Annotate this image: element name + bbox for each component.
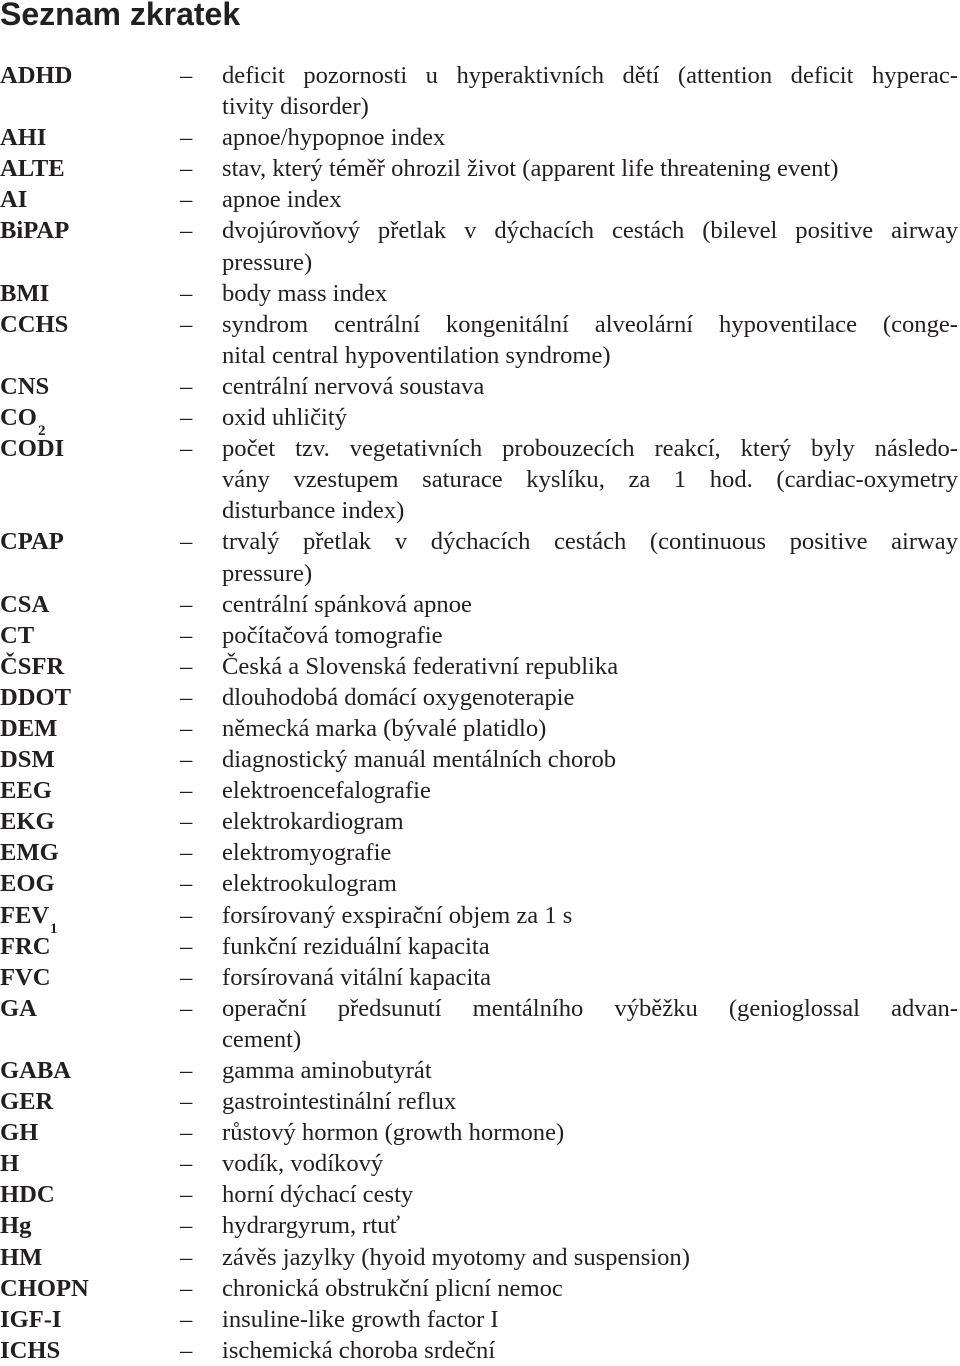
definition	[222, 122, 958, 153]
definition	[222, 682, 958, 713]
abbreviation	[0, 1055, 180, 1086]
definition-line: centrální spánková apnoe	[222, 590, 472, 618]
abbreviation	[0, 837, 180, 868]
abbreviation	[0, 1242, 180, 1273]
separator-dash: –	[180, 714, 193, 742]
definition	[222, 1273, 958, 1304]
abbreviation-text: CNS	[0, 372, 50, 400]
definition	[222, 651, 958, 682]
definition-line: cement)	[222, 1025, 302, 1053]
definition	[222, 1242, 958, 1273]
separator-dash: –	[180, 932, 193, 960]
definition-line: chronická obstrukční plicní nemoc	[222, 1274, 563, 1302]
definition-line: operační předsunutí mentálního výběžku (genioglossal advan-	[222, 994, 958, 1022]
definition-line: horní dýchací cesty	[222, 1181, 414, 1209]
abbreviation-text: ICHS	[0, 1336, 61, 1364]
separator-dash: –	[180, 777, 193, 805]
abbreviation-text: EKG	[0, 808, 55, 836]
definition	[222, 1148, 958, 1179]
abbreviation-text: GABA	[0, 1057, 72, 1084]
abbreviation-text: ČSFR	[0, 652, 65, 680]
list-item	[0, 1086, 960, 1117]
definition-line: růstový hormon (growth hormone)	[222, 1119, 565, 1147]
separator-dash: –	[180, 1336, 193, 1364]
list-item	[0, 837, 960, 868]
list-item	[0, 1055, 960, 1086]
abbreviation	[0, 1304, 180, 1335]
abbreviation	[0, 713, 180, 744]
definition-line: ischemická choroba srdeční	[222, 1336, 496, 1364]
definition	[222, 215, 958, 277]
abbreviation-text: ALTE	[0, 155, 65, 183]
definition-line: gastrointestinální reflux	[222, 1088, 457, 1116]
separator-dash: –	[180, 404, 193, 432]
definition	[222, 744, 958, 775]
abbreviation-text: DDOT	[0, 683, 72, 711]
abbreviation	[0, 309, 180, 340]
definition	[222, 1335, 958, 1366]
list-item	[0, 1179, 960, 1210]
abbreviation-text: GER	[0, 1088, 54, 1116]
separator-dash: –	[180, 217, 193, 245]
list-item	[0, 993, 960, 1055]
separator-dash: –	[180, 1181, 193, 1209]
abbreviation	[0, 278, 180, 309]
definition-line: centrální nervová soustava	[222, 372, 485, 400]
definition-line: elektroencefalografie	[222, 777, 431, 805]
abbreviation-text: BiPAP	[0, 217, 70, 245]
list-item	[0, 1273, 960, 1304]
abbreviation-text: BMI	[0, 279, 50, 307]
definition-line: apnoe index	[222, 186, 342, 214]
list-item	[0, 744, 960, 775]
separator-dash: –	[180, 1243, 193, 1271]
abbreviation-subscript: 2	[38, 423, 46, 440]
definition-line: hydrargyrum, rtuť	[222, 1212, 401, 1240]
separator-dash: –	[180, 621, 193, 649]
abbreviation-text: CHOPN	[0, 1274, 89, 1302]
abbreviation	[0, 931, 180, 962]
list-item	[0, 122, 960, 153]
abbreviation-text: DEM	[0, 714, 58, 742]
list-item	[0, 1117, 960, 1148]
separator-dash: –	[180, 372, 193, 400]
abbreviation-text: AI	[0, 186, 28, 214]
abbreviation-text: DSM	[0, 746, 55, 774]
abbreviation	[0, 775, 180, 806]
definition-line: počet tzv. vegetativních probouzecích reakcí, který byly následo-	[222, 435, 958, 463]
list-item	[0, 371, 960, 402]
separator-dash: –	[180, 870, 193, 898]
definition-line: elektrokardiogram	[222, 808, 404, 836]
definition-line: oxid uhličitý	[222, 404, 348, 432]
abbreviation-subscript: 1	[50, 920, 58, 937]
definition	[222, 962, 958, 993]
list-item	[0, 526, 960, 588]
definition	[222, 775, 958, 806]
abbreviation-text: HDC	[0, 1181, 55, 1209]
definition-line: gamma aminobutyrát	[222, 1057, 432, 1084]
abbreviation	[0, 1210, 180, 1241]
list-item	[0, 713, 960, 744]
abbreviation-text: HM	[0, 1243, 43, 1271]
definition	[222, 1086, 958, 1117]
abbreviation-text: FRC	[0, 932, 51, 960]
abbreviation-text: CO	[0, 404, 37, 432]
definition-line: počítačová tomografie	[222, 621, 443, 649]
definition-line: deficit pozornosti u hyperaktivních dětí (attention deficit hyperac-	[222, 62, 958, 89]
list-item	[0, 215, 960, 277]
list-item	[0, 60, 960, 122]
list-item	[0, 153, 960, 184]
abbreviation	[0, 868, 180, 899]
list-item	[0, 868, 960, 899]
abbreviation-list	[0, 60, 960, 1366]
list-item	[0, 900, 960, 937]
separator-dash: –	[180, 279, 193, 307]
abbreviation-text: CODI	[0, 435, 65, 463]
definition-line: insuline-like growth factor I	[222, 1305, 499, 1333]
definition-line: tivity disorder)	[222, 93, 369, 121]
list-item	[0, 184, 960, 215]
separator-dash: –	[180, 62, 193, 89]
abbreviation-text: CPAP	[0, 528, 64, 556]
abbreviation	[0, 371, 180, 402]
abbreviation-text: FEV	[0, 901, 50, 929]
definition	[222, 931, 958, 962]
abbreviation-text: GA	[0, 994, 37, 1022]
abbreviation	[0, 1086, 180, 1117]
abbreviation	[0, 993, 180, 1024]
abbreviation-text: IGF-I	[0, 1305, 62, 1333]
abbreviation-text: H	[0, 1150, 20, 1178]
separator-dash: –	[180, 186, 193, 214]
definition	[222, 278, 958, 309]
abbreviation-text: CSA	[0, 590, 50, 618]
list-item	[0, 1148, 960, 1179]
abbreviation-text: EOG	[0, 870, 55, 898]
definition	[222, 433, 958, 526]
abbreviation	[0, 122, 180, 153]
definition	[222, 806, 958, 837]
list-item	[0, 775, 960, 806]
definition-line: Česká a Slovenská federativní republika	[222, 652, 619, 680]
list-item	[0, 433, 960, 526]
definition	[222, 309, 958, 371]
abbreviation	[0, 215, 180, 246]
separator-dash: –	[180, 1150, 193, 1178]
definition	[222, 60, 958, 122]
separator-dash: –	[180, 901, 193, 929]
list-item	[0, 1242, 960, 1273]
abbreviation	[0, 744, 180, 775]
abbreviation	[0, 1148, 180, 1179]
abbreviation-text: GH	[0, 1119, 39, 1147]
definition	[222, 1055, 958, 1086]
definition-line: vodík, vodíkový	[222, 1150, 384, 1178]
definition	[222, 837, 958, 868]
separator-dash: –	[180, 590, 193, 618]
definition-line: diagnostický manuál mentálních chorob	[222, 746, 617, 774]
list-item	[0, 402, 960, 440]
definition	[222, 868, 958, 899]
separator-dash: –	[180, 683, 193, 711]
definition-line: forsírovaná vitální kapacita	[222, 963, 492, 991]
separator-dash: –	[180, 746, 193, 774]
separator-dash: –	[180, 1088, 193, 1116]
abbreviation	[0, 153, 180, 184]
list-item	[0, 931, 960, 962]
definition	[222, 900, 958, 931]
separator-dash: –	[180, 124, 193, 152]
abbreviation	[0, 526, 180, 557]
definition-line: pressure)	[222, 248, 313, 276]
abbreviation-text: EMG	[0, 839, 59, 867]
definition	[222, 402, 958, 433]
definition	[222, 993, 958, 1055]
abbreviation-text: FVC	[0, 963, 51, 991]
definition	[222, 371, 958, 402]
separator-dash: –	[180, 1274, 193, 1302]
definition	[222, 589, 958, 620]
separator-dash: –	[180, 1212, 193, 1240]
separator-dash: –	[180, 1057, 193, 1084]
abbreviation-text: CT	[0, 621, 35, 649]
definition-line: syndrom centrální kongenitální alveolární hypoventilace (conge-	[222, 310, 958, 338]
definition	[222, 713, 958, 744]
abbreviation	[0, 589, 180, 620]
abbreviation-text: EEG	[0, 777, 52, 805]
abbreviation	[0, 1273, 180, 1304]
abbreviation	[0, 900, 180, 937]
definition	[222, 1304, 958, 1335]
abbreviation	[0, 1117, 180, 1148]
list-item	[0, 682, 960, 713]
separator-dash: –	[180, 652, 193, 680]
abbreviation	[0, 1179, 180, 1210]
abbreviation-text: ADHD	[0, 62, 73, 89]
definition	[222, 620, 958, 651]
list-item	[0, 962, 960, 993]
abbreviation	[0, 651, 180, 682]
separator-dash: –	[180, 963, 193, 991]
definition-line: pressure)	[222, 559, 313, 587]
separator-dash: –	[180, 310, 193, 338]
separator-dash: –	[180, 839, 193, 867]
definition-line: apnoe/hypopnoe index	[222, 124, 446, 152]
list-item	[0, 1210, 960, 1241]
abbreviation	[0, 433, 180, 464]
abbreviation	[0, 620, 180, 651]
list-item	[0, 1304, 960, 1335]
abbreviation-text: Hg	[0, 1212, 32, 1240]
definition-line: trvalý přetlak v dýchacích cestách (continuous positive airway	[222, 528, 958, 556]
abbreviation	[0, 60, 180, 91]
list-item	[0, 806, 960, 837]
separator-dash: –	[180, 808, 193, 836]
list-item	[0, 651, 960, 682]
definition-line: vány vzestupem saturace kyslíku, za 1 hod. (cardiac-oxymetry	[222, 466, 958, 494]
list-item	[0, 589, 960, 620]
definition-line: dvojúrovňový přetlak v dýchacích cestách (bilevel positive airway	[222, 217, 958, 245]
definition	[222, 1117, 958, 1148]
definition-line: německá marka (bývalé platidlo)	[222, 714, 547, 742]
separator-dash: –	[180, 435, 193, 463]
abbreviation	[0, 402, 180, 440]
definition	[222, 153, 958, 184]
abbreviation-text: AHI	[0, 124, 47, 152]
abbreviation	[0, 184, 180, 215]
abbreviation	[0, 806, 180, 837]
abbreviation-text: CCHS	[0, 310, 69, 338]
definition	[222, 1179, 958, 1210]
list-item	[0, 1335, 960, 1366]
abbreviation	[0, 1335, 180, 1366]
definition-line: disturbance index)	[222, 497, 405, 525]
list-item	[0, 309, 960, 371]
list-item	[0, 278, 960, 309]
list-item	[0, 620, 960, 651]
definition	[222, 526, 958, 588]
separator-dash: –	[180, 1119, 193, 1147]
definition	[222, 1210, 958, 1241]
separator-dash: –	[180, 528, 193, 556]
separator-dash: –	[180, 994, 193, 1022]
definition-line: body mass index	[222, 279, 388, 307]
separator-dash: –	[180, 1305, 193, 1333]
definition-line: nital central hypoventilation syndrome)	[222, 341, 611, 369]
abbreviation	[0, 682, 180, 713]
definition-line: závěs jazylky (hyoid myotomy and suspension)	[222, 1243, 690, 1271]
separator-dash: –	[180, 155, 193, 183]
definition-line: dlouhodobá domácí oxygenoterapie	[222, 683, 575, 711]
definition-line: elektromyografie	[222, 839, 392, 867]
definition	[222, 184, 958, 215]
definition-line: elektrookulogram	[222, 870, 397, 898]
abbreviation	[0, 962, 180, 993]
definition-line: forsírovaný exspirační objem za 1 s	[222, 901, 573, 929]
page-title: Seznam zkratek	[0, 0, 241, 32]
definition-line: stav, který téměř ohrozil život (apparent life threatening event)	[222, 155, 839, 183]
definition-line: funkční reziduální kapacita	[222, 932, 490, 960]
